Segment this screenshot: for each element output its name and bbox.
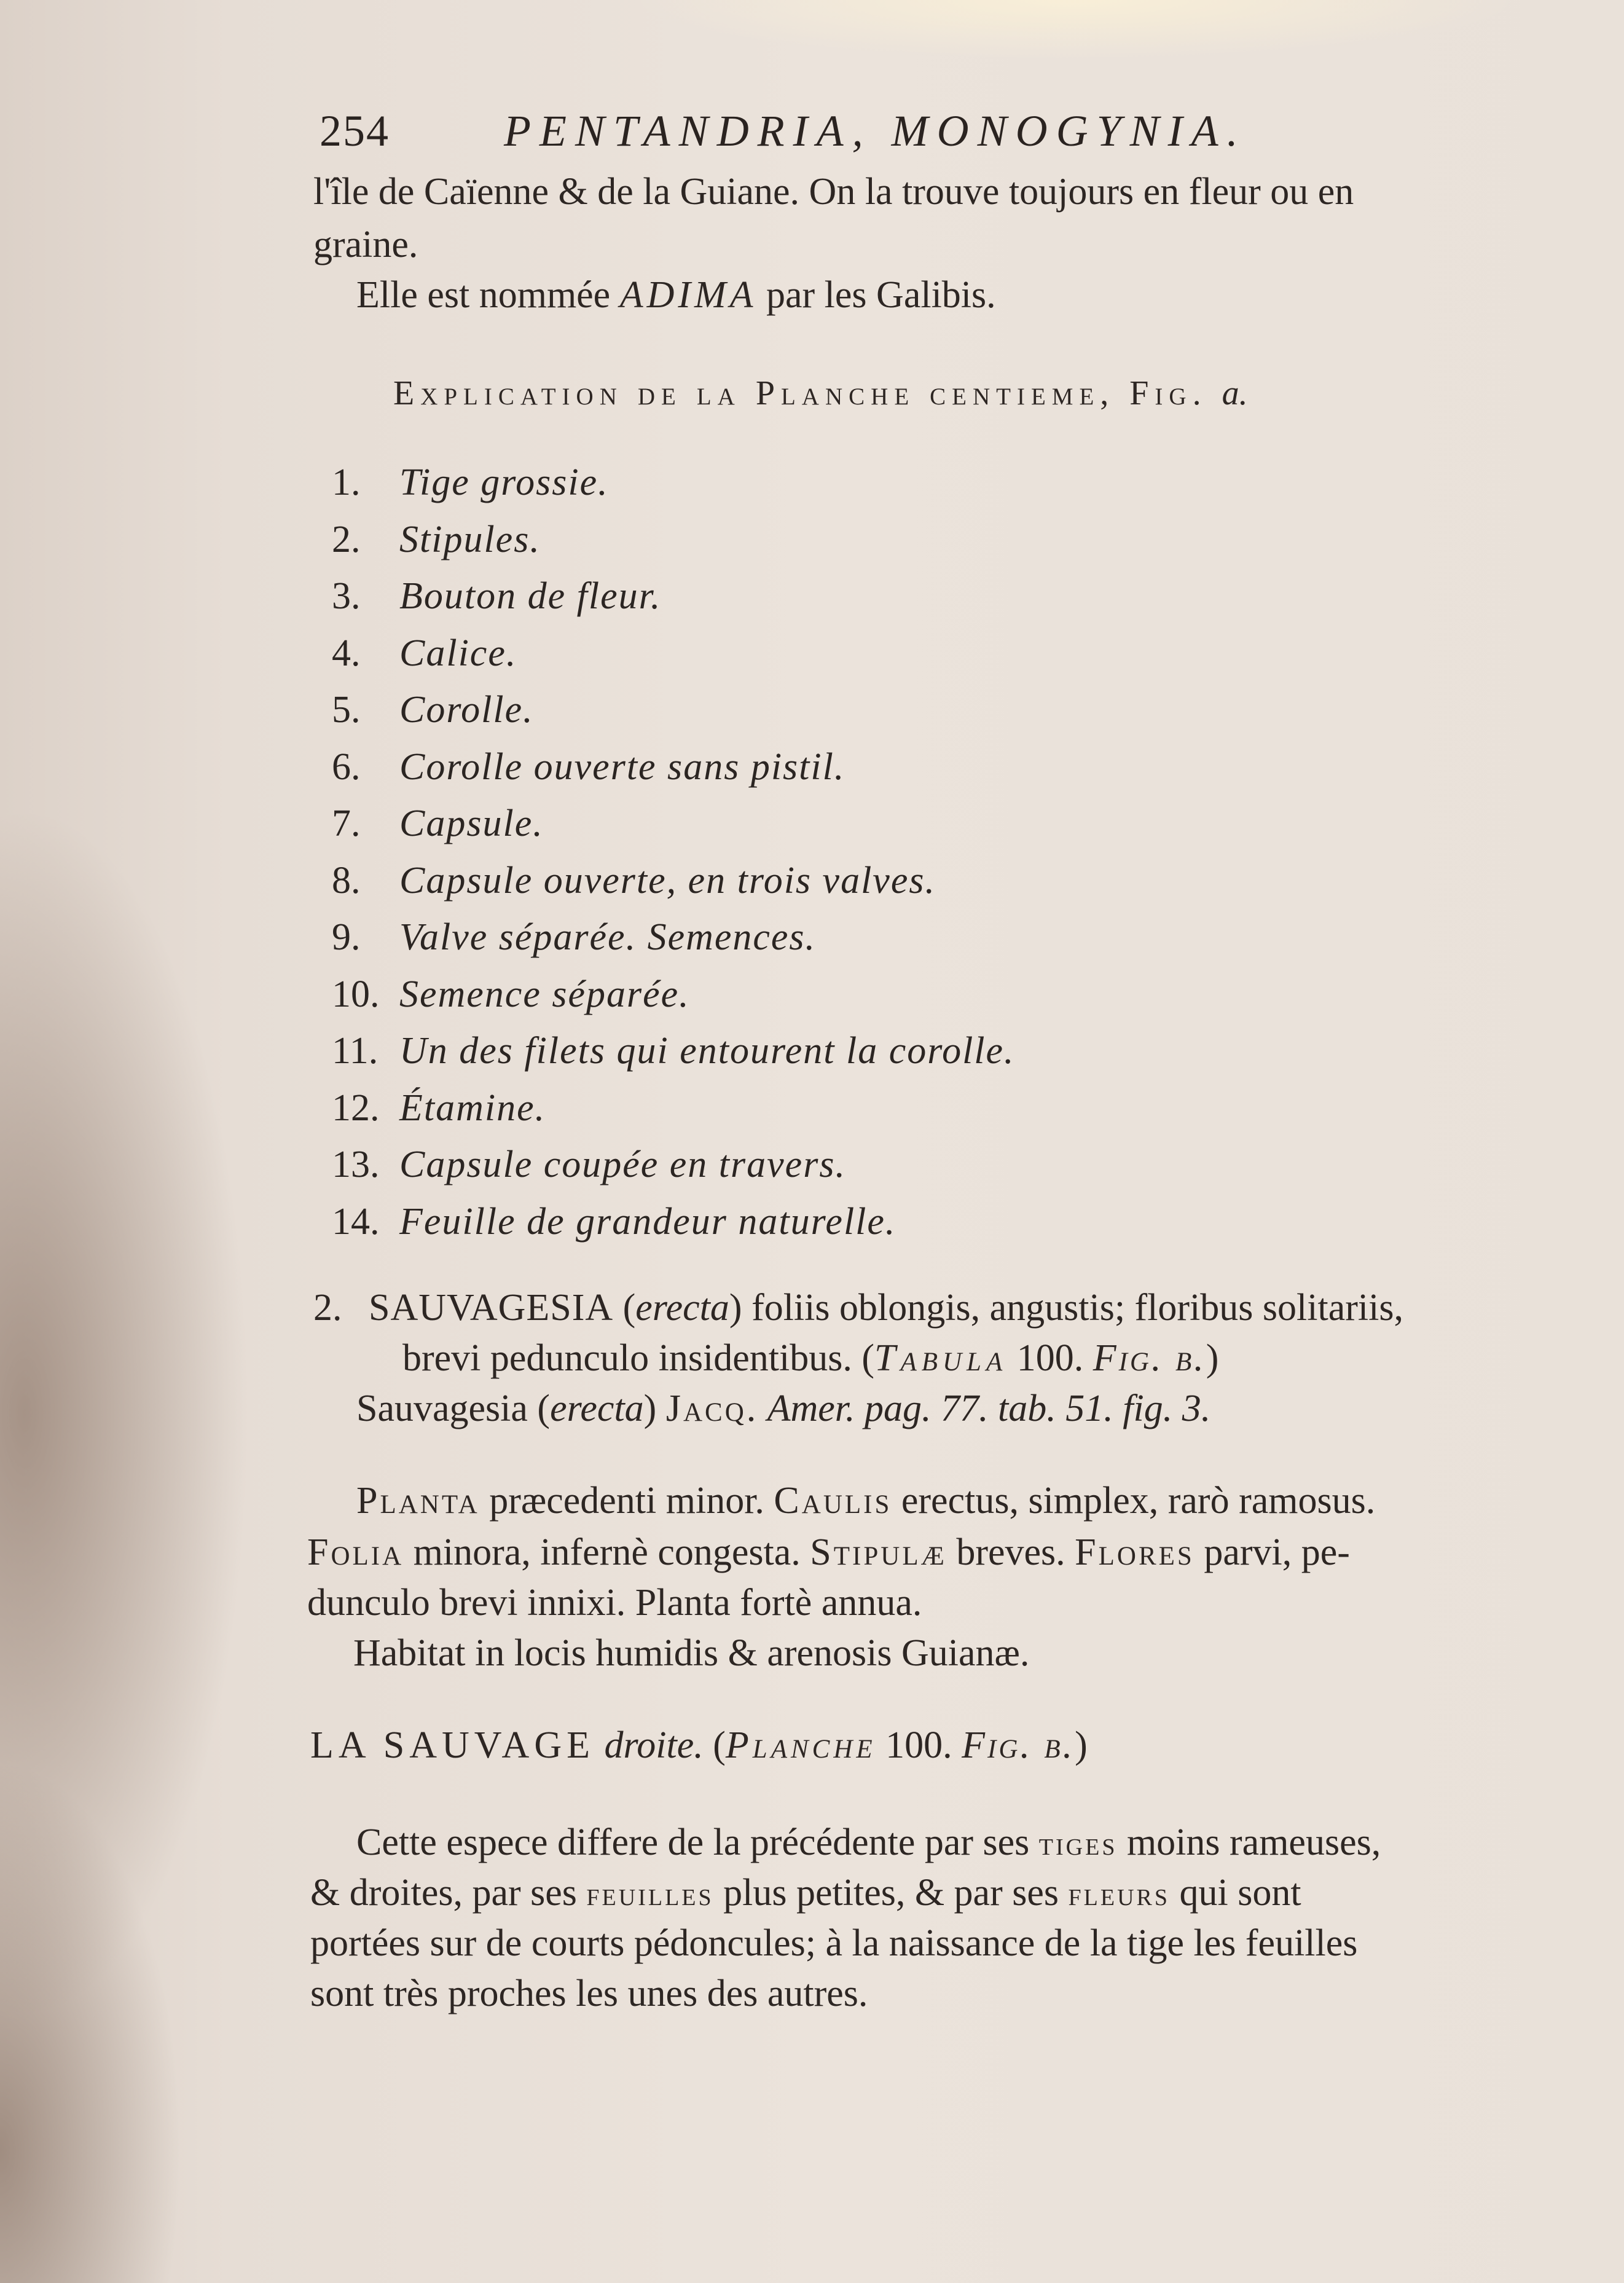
species-line-2 [402, 1334, 1218, 1383]
latin-desc-line-4: Habitat in locis humidis & arenosis Guianæ. [353, 1632, 1030, 1674]
french-title-fig: Fig. b. [962, 1724, 1075, 1766]
french-desc-line-3: portées sur de courts pédoncules; à la naissance de la tige les feuilles [310, 1922, 1358, 1964]
figure-list-number: 11. [332, 1030, 379, 1072]
figure-list-number: 7. [332, 803, 361, 844]
intro-line-3 [356, 270, 996, 320]
french-desc-line-1 [356, 1818, 1381, 1868]
french-line-2-e: qui sont [1170, 1872, 1301, 1914]
figure-list-item [332, 572, 661, 621]
latin-caulis: Caulis [774, 1480, 892, 1522]
intro-line-3-post: par les Galibis. [756, 274, 996, 316]
latin-flores: Flores [1075, 1531, 1194, 1573]
french-line-2-c: plus petites, & par ses [713, 1872, 1069, 1914]
french-title-paren-open: ( [703, 1724, 726, 1766]
latin-line-2-f: parvi, pe- [1194, 1531, 1350, 1573]
synonym-reference: Amer. pag. 77. tab. 51. fig. 3. [758, 1388, 1211, 1429]
figure-list-number: 3. [332, 575, 361, 617]
french-fleurs: fleurs [1068, 1876, 1170, 1912]
french-title-mid: 100. [876, 1724, 962, 1766]
figure-list-text: Corolle. [399, 689, 534, 731]
figure-list-item [332, 685, 534, 734]
figure-list-text: Semence séparée. [399, 973, 690, 1015]
figure-list-number: 14. [332, 1201, 380, 1243]
french-line-1-c: moins rameuses, [1117, 1821, 1381, 1863]
french-tiges: tiges [1038, 1825, 1118, 1862]
figure-list-text: Stipules. [399, 519, 541, 560]
figure-list-text: Capsule. [399, 803, 544, 844]
explication-heading-text: Explication de la Planche centieme, Fig. [393, 374, 1222, 412]
species-synonym [356, 1384, 1210, 1433]
figure-list-number: 6. [332, 746, 361, 788]
synonym-pre: Sauvagesia ( [356, 1388, 551, 1429]
french-line-1-a: Cette espece differe de la précédente par ses [356, 1821, 1039, 1863]
figure-list-text: Tige grossie. [399, 462, 609, 503]
figure-list-item [332, 629, 517, 678]
figure-list-item [332, 799, 544, 848]
figure-list-text: Corolle ouverte sans pistil. [399, 746, 845, 788]
synonym-epithet: erecta [550, 1388, 644, 1429]
figure-list-number: 10. [332, 973, 380, 1015]
figure-list-item [332, 515, 541, 564]
page-title: PENTANDRIA, MONOGYNIA. [504, 106, 1247, 155]
species-tabula: Tabula [874, 1337, 1008, 1379]
species-fig: Fig. b. [1092, 1337, 1206, 1379]
explication-heading [393, 369, 1248, 418]
figure-list-number: 8. [332, 860, 361, 902]
french-title [310, 1721, 1088, 1770]
figure-list-item [332, 742, 845, 792]
figure-list-item [332, 1083, 546, 1133]
figure-list-text: Capsule coupée en travers. [399, 1144, 846, 1185]
latin-desc-line-3: dunculo brevi innixi. Planta fortè annua. [307, 1582, 922, 1624]
figure-list-item [332, 1026, 1015, 1075]
figure-list-item [332, 970, 690, 1019]
intro-line-2: graine. [313, 224, 418, 265]
figure-list-number: 13. [332, 1144, 380, 1185]
figure-list-item [332, 913, 816, 962]
explication-heading-fig: a. [1222, 374, 1248, 412]
figure-list-item [332, 856, 936, 905]
species-genus: SAUVAGESIA [369, 1287, 614, 1329]
species-number: 2. [313, 1287, 342, 1329]
figure-list-text: Un des filets qui entourent la corolle. [399, 1030, 1015, 1072]
species-line-2-post: ) [1206, 1337, 1219, 1379]
species-line-1: 2. SAUVAGESIA (erecta) foliis oblongis, angustis; floribus solitariis, [313, 1283, 1403, 1332]
figure-list-number: 1. [332, 462, 361, 503]
intro-line-3-pre: Elle est nommée [356, 274, 620, 316]
species-line-1-rest: foliis oblongis, angustis; floribus solitariis, [742, 1287, 1403, 1329]
figure-list-number: 5. [332, 689, 361, 731]
page-number: 254 [320, 106, 390, 155]
synonym-author: Jacq. [665, 1388, 759, 1429]
figure-list-item [332, 1197, 896, 1246]
figure-list-text: Étamine. [399, 1087, 546, 1129]
species-line-2-mid: 100. [1007, 1337, 1093, 1379]
figure-list-item [332, 458, 609, 507]
latin-desc-line-2 [307, 1528, 1350, 1577]
vernacular-name: ADIMA [619, 274, 757, 316]
latin-line-2-b: minora, infernè congesta. [404, 1531, 810, 1573]
figure-list-item [332, 1140, 846, 1189]
latin-line-2-d: breves. [946, 1531, 1075, 1573]
latin-desc-line-1 [356, 1476, 1375, 1525]
latin-line-1-b: præcedenti minor. [479, 1480, 774, 1522]
french-title-planche: Planche [725, 1724, 876, 1766]
french-desc-line-4: sont très proches les unes des autres. [310, 1973, 868, 2014]
latin-folia: Folia [307, 1531, 404, 1573]
synonym-mid: ) [643, 1388, 666, 1429]
figure-list-text: Bouton de fleur. [399, 575, 662, 617]
latin-planta: Planta [356, 1480, 480, 1522]
figure-list-text: Valve séparée. Semences. [399, 916, 817, 958]
french-feuilles: feuilles [586, 1876, 714, 1912]
figure-list-text: Feuille de grandeur naturelle. [399, 1201, 896, 1243]
french-title-adj: droite. [594, 1724, 704, 1766]
french-line-2-a: & droites, par ses [310, 1872, 587, 1914]
figure-list-number: 4. [332, 632, 361, 674]
french-title-name: LA SAUVAGE [310, 1724, 595, 1766]
figure-list-number: 12. [332, 1087, 380, 1129]
french-title-paren-close: ) [1075, 1724, 1088, 1766]
species-line-2-pre: brevi pedunculo insidentibus. ( [402, 1337, 874, 1379]
latin-stipulae: Stipulæ [810, 1531, 947, 1573]
french-desc-line-2 [310, 1868, 1301, 1919]
latin-line-1-d: erectus, simplex, rarò ramosus. [892, 1480, 1376, 1522]
figure-list-text: Capsule ouverte, en trois valves. [399, 860, 936, 902]
figure-list-number: 9. [332, 916, 361, 958]
intro-line-1: l'île de Caïenne & de la Guiane. On la trouve toujours en fleur ou en [313, 171, 1354, 213]
species-epithet: erecta [635, 1287, 729, 1329]
figure-list-text: Calice. [399, 632, 517, 674]
figure-list-number: 2. [332, 519, 361, 560]
